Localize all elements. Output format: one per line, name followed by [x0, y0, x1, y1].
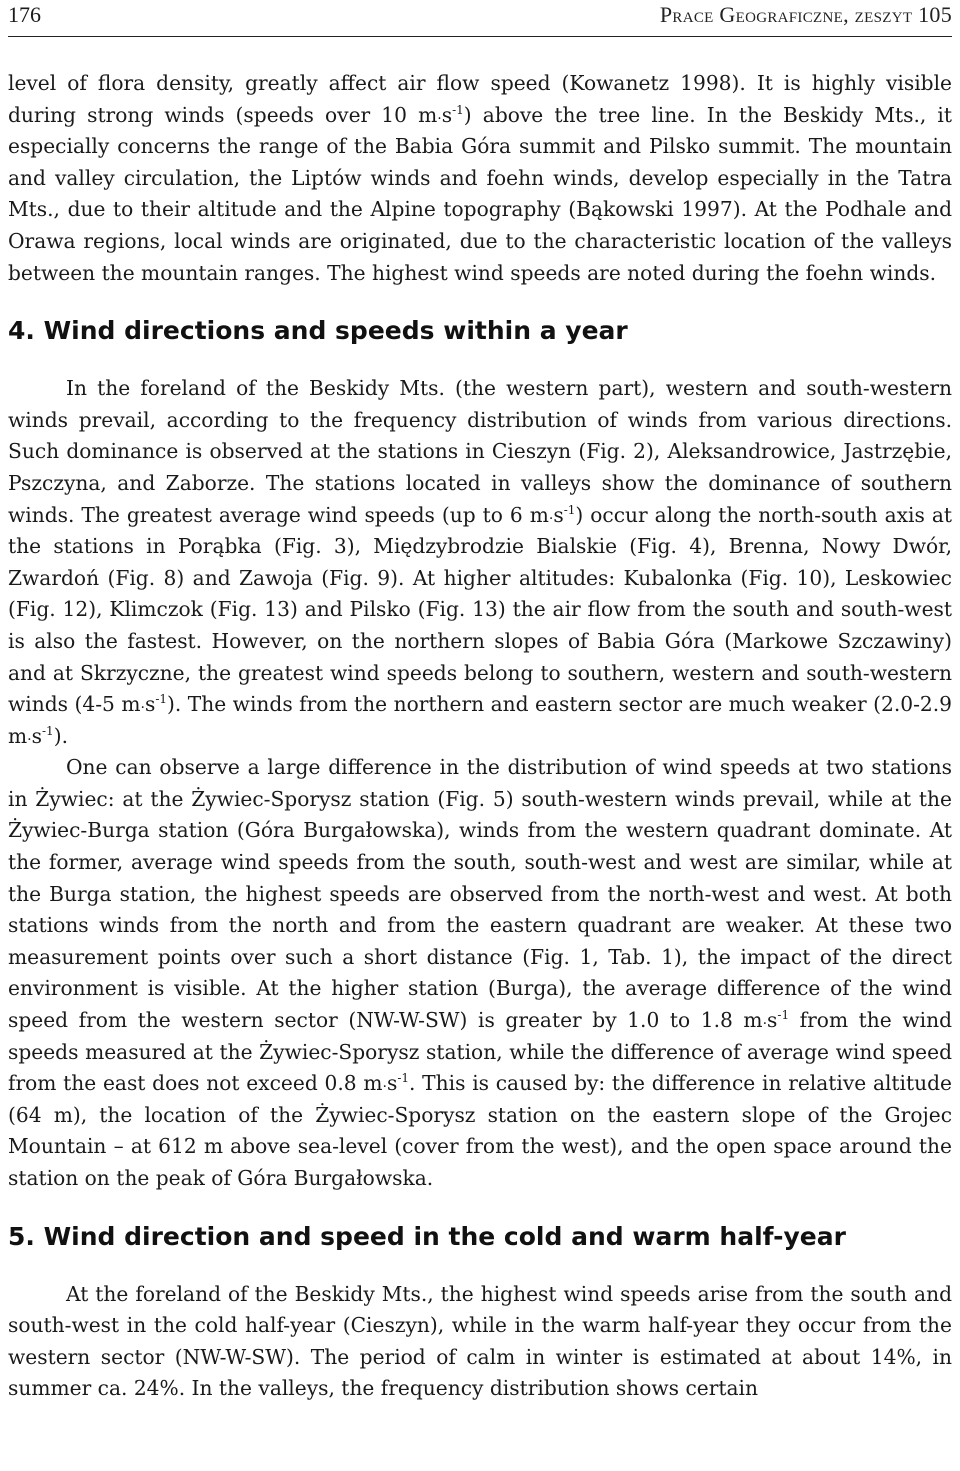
page-body: [8, 68, 952, 1405]
paragraph-2: In the foreland of the Beskidy Mts. (the western part), western and south-western winds prevail, according to the frequency distribution of winds from various directions. Such dominance is observed at the stations in Cieszyn (Fig. 2), Aleksandrowice, Jastrzębie, Pszczyna, and Zaborze. The stations located in valleys show the dominance of southern winds. The greatest average wind speeds (up to 6 $m.s^{-1}$) occur along the north-south axis at the stations in Porąbka (Fig. 3), Międzybrodzie Bialskie (Fig. 4), Brenna, Nowy Dwór, Zwardoń (Fig. 8) and Zawoja (Fig. 9). At higher altitudes: Kubalonka (Fig. 10), Leskowiec (Fig. 12), Klimczok (Fig. 13) and Pilsko (Fig. 13) the air flow from the south and south-west is also the fastest. However, on the northern slopes of Babia Góra (Markowe Szczawiny) and at Skrzyczne, the greatest wind speeds belong to southern, western and south-western winds (4-5 $m.s^{-1}$). The winds from the northern and eastern sector are much weaker (2.0-2.9 $m.s^{-1}$).: [8, 376, 953, 748]
paragraph-1: level of flora density, greatly affect air flow speed (Kowanetz 1998). It is highly visible during strong winds (speeds over 10 $m.s^{-1}$) above the tree line. In the Beskidy Mts., it especially concerns the range of the Babia Góra summit and Pilsko summit. The mountain and valley circulation, the Liptów winds and foehn winds, develop especially in the Tatra Mts., due to their altitude and the Alpine topography (Bąkowski 1997). At the Podhale and Orawa regions, local winds are originated, due to the characteristic location of the valleys between the mountain ranges. The highest wind speeds are noted during the foehn winds.: [8, 71, 952, 285]
paragraph-4: At the foreland of the Beskidy Mts., the highest wind speeds arise from the south and south-west in the cold half-year (Cieszyn), while in the warm half-year they occur from the western sector (NW-W-SW). The period of calm in winter is estimated at about 14%, in summer ca. 24%. In the valleys, the frequency distribution shows certain: [8, 1281, 952, 1401]
page-number: 176: [8, 2, 41, 27]
section-heading-4: 4. Wind directions and speeds within a year: [8, 316, 628, 346]
header-rule: [8, 36, 952, 37]
section-heading-5: 5. Wind direction and speed in the cold and warm half-year: [8, 1221, 846, 1251]
page-header: [8, 2, 952, 34]
paragraph-3: One can observe a large difference in the distribution of wind speeds at two stations in Żywiec: at the Żywiec-Sporysz station (Fig. 5) south-western winds prevail, while at the Żywiec-Burga station (Góra Burgałowska), winds from the western quadrant dominate. At the former, average wind speeds from the south, south-west and west are similar, while at the Burga station, the highest speeds are observed from the north-west and west. At both stations winds from the north and from the eastern quadrant are weaker. At these two measurement points over such a short distance (Fig. 1, Tab. 1), the impact of the direct environment is visible. At the higher station (Burga), the average difference of the wind speed from the western sector (NW-W-SW) is greater by 1.0 to 1.8 $m.s^{-1}$ from the wind speeds measured at the Żywiec-Sporysz station, while the difference of average wind speed from the east does not exceed 0.8 $m.s^{-1}$. This is caused by: the difference in relative altitude (64 m), the location of the Żywiec-Sporysz station on the eastern slope of the Grojec Mountain – at 612 m above sea-level (cover from the west), and the open space around the station on the peak of Góra Burgałowska.: [8, 755, 952, 1190]
running-title: Prace Geograficzne, zeszyt 105: [659, 2, 952, 27]
